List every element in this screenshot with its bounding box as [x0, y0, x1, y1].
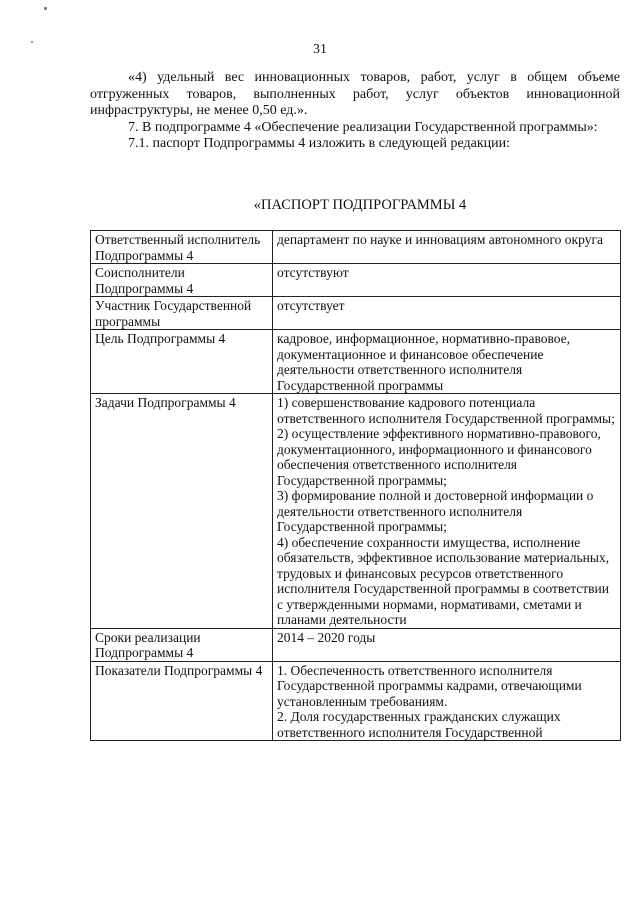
intro-paragraph: 7.1. паспорт Подпрограммы 4 изложить в следующей редакции:: [128, 136, 511, 151]
row-label: Соисполнители Подпрограммы 4: [91, 264, 273, 297]
value-line: 1. Обеспеченность ответственного исполнителя Государственной программы кадрами, отвечающими установленным требованиям.: [277, 662, 582, 709]
row-label: Показатели Подпрограммы 4: [91, 661, 273, 741]
passport-table: [90, 230, 621, 741]
row-label: Задачи Подпрограммы 4: [91, 394, 273, 629]
row-label: Ответственный исполнитель Подпрограммы 4: [91, 231, 273, 264]
intro-text: [90, 70, 620, 153]
row-value: [273, 264, 621, 297]
row-label: Цель Подпрограммы 4: [91, 330, 273, 394]
scan-speck: [44, 7, 47, 10]
intro-paragraph: 7. В подпрограмме 4 «Обеспечение реализации Государственной программы»:: [128, 119, 598, 135]
value-line: 1) совершенствование кадрового потенциала ответственного исполнителя Государственной программы;: [277, 395, 615, 426]
value-line: 2014 – 2020 годы: [277, 629, 376, 645]
row-label: Участник Государственной программы: [91, 297, 273, 330]
table-row: [91, 231, 621, 264]
table-row: [91, 628, 621, 661]
row-value: [273, 231, 621, 264]
value-line: отсутствует: [277, 298, 345, 313]
table-row: [91, 661, 621, 741]
value-line: 2) осуществление эффективного нормативно-правового, документационного, информационного и финансового обеспечения ответственного исполнителя Государственной программы;: [277, 426, 601, 488]
table-row: [91, 330, 621, 394]
row-value: [273, 661, 621, 741]
row-label: Сроки реализации Подпрограммы 4: [91, 628, 273, 661]
table-row: [91, 394, 621, 629]
row-value: [273, 394, 621, 629]
passport-heading: «ПАСПОРТ ПОДПРОГРАММЫ 4: [253, 197, 467, 213]
table-row: [91, 264, 621, 297]
row-value: [273, 628, 621, 661]
table-row: [91, 297, 621, 330]
value-line: 3) формирование полной и достоверной информации о деятельности ответственного исполнителя Государственной программы;: [277, 488, 594, 534]
row-value: [273, 297, 621, 330]
value-line: 4) обеспечение сохранности имущества, исполнение обязательств, эффективное использование материальных, трудовых и финансовых ресурсов ответственного исполнителя Государственной программы в соответствии с утвержденными нормами, нормативами, сметами и планами деятельности: [277, 534, 610, 627]
value-line: кадровое, информационное, нормативно-правовое, документационное и финансовое обеспечение деятельности ответственного исполнителя Государственной программы: [277, 331, 571, 393]
value-line: департамент по науке и инновациям автономного округа: [277, 232, 603, 247]
intro-paragraph: «4) удельный вес инновационных товаров, работ, услуг в общем объеме отгруженных товаров, выполненных работ, услуг объектов инновационной инфраструктуры, не менее 0,50 ед.».: [90, 70, 620, 118]
value-line: 2. Доля государственных гражданских служащих ответственного исполнителя Государственной: [277, 709, 561, 740]
page-number: 31: [313, 42, 327, 57]
row-value: [273, 330, 621, 394]
value-line: отсутствуют: [277, 265, 349, 280]
